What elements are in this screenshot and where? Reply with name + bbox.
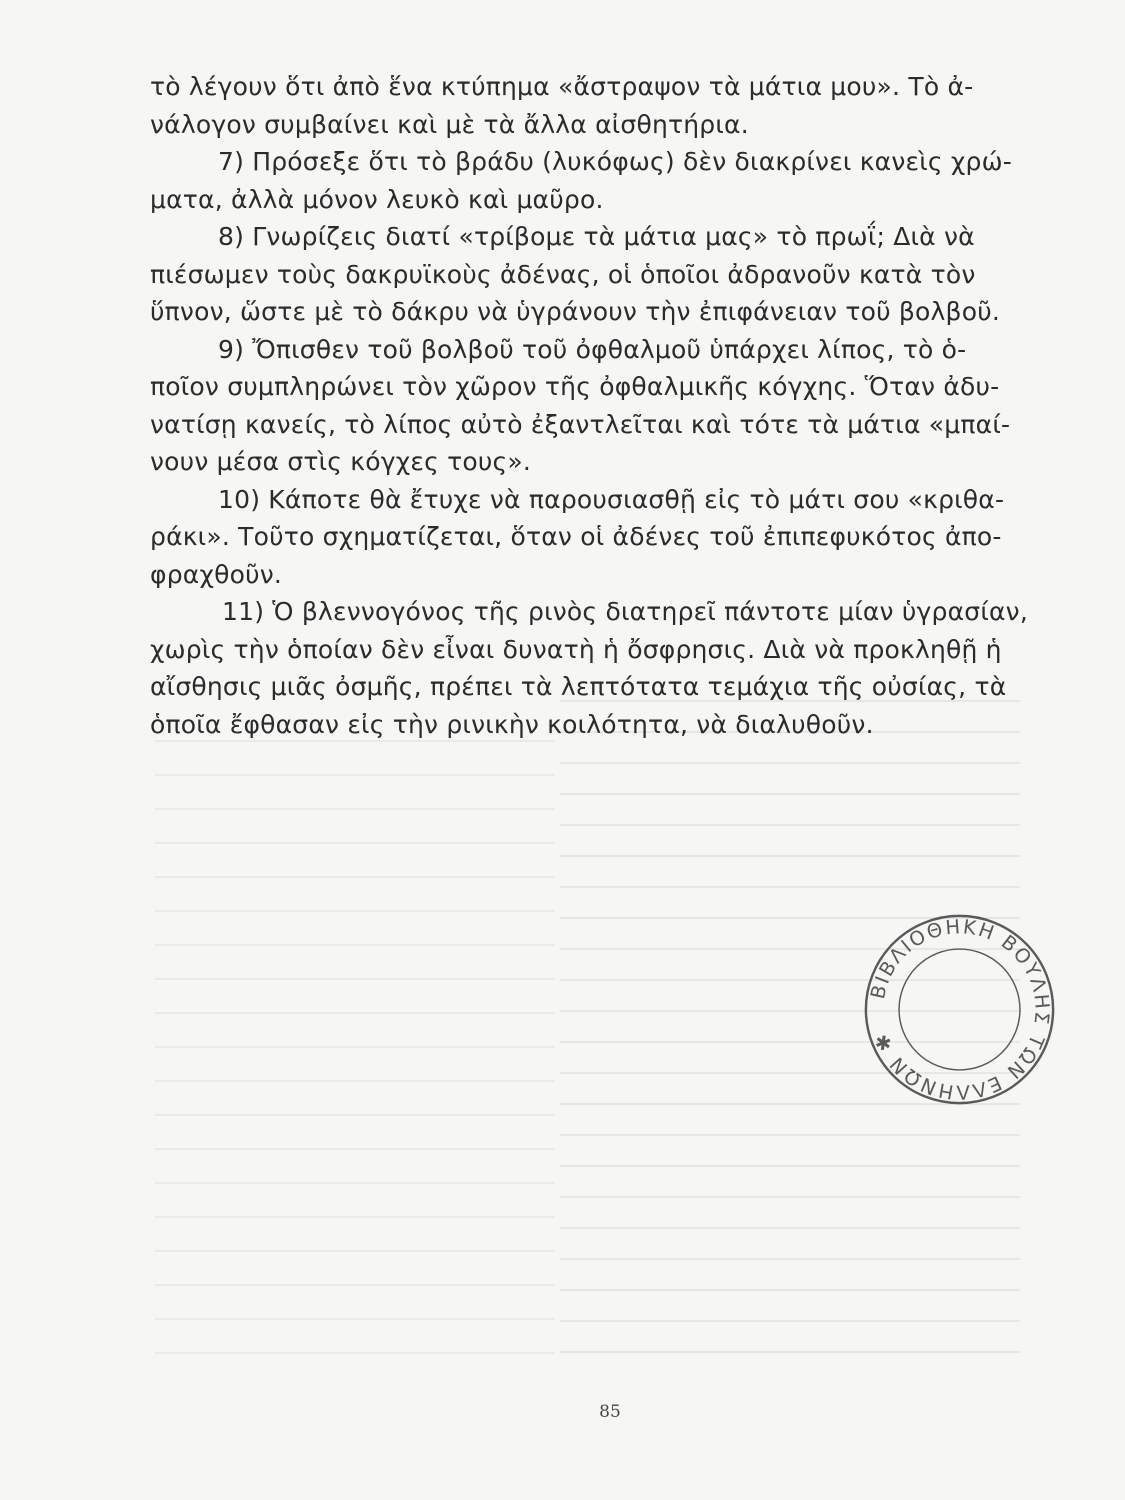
library-stamp (862, 912, 1057, 1107)
text-line: 8) Γνωρίζεις διατί «τρίβομε τὰ μάτια μας» τὸ πρωΐ; Διὰ νὰ (218, 222, 975, 251)
text-line: 7) Πρόσεξε ὅτι τὸ βράδυ (λυκόφως) δὲν διακρίνει κανεὶς χρώ- (218, 147, 1012, 176)
body-text (150, 68, 1028, 743)
text-line: νατίσῃ κανείς, τὸ λίπος αὐτὸ ἐξαντλεῖται καὶ τότε τὰ μάτια «μπαί- (150, 409, 1011, 439)
svg-text:ΒΙΒΛΙΟΘΗΚΗ ΒΟΥΛΗΣ ΤΩΝ ΕΛΛΗΝΩΝ (866, 915, 1054, 1104)
text-line: 10) Κάποτε θὰ ἔτυχε νὰ παρουσιασθῇ εἰς τὸ μάτι σου «κριθα- (218, 484, 1005, 514)
stamp-text: ΒΙΒΛΙΟΘΗΚΗ ΒΟΥΛΗΣ ΤΩΝ ΕΛΛΗΝΩΝ ✱ (866, 915, 1054, 1104)
text-line: 9) Ὄπισθεν τοῦ βολβοῦ τοῦ ὀφθαλμοῦ ὑπάρχει λίπος, τὸ ὁ- (218, 334, 967, 364)
text-line: ὕπνον, ὥστε μὲ τὸ δάκρυ νὰ ὑγράνουν τὴν ἐπιφάνειαν τοῦ βολβοῦ. (150, 297, 1001, 326)
text-line: ματα, ἀλλὰ μόνον λευκὸ καὶ μαῦρο. (150, 184, 604, 214)
text-line: ὁποῖα ἔφθασαν εἰς τὴν ρινικὴν κοιλότητα, νὰ διαλυθοῦν. (150, 709, 874, 739)
text-line: χωρὶς τὴν ὁποίαν δὲν εἶναι δυνατὴ ἡ ὄσφρησις. Διὰ νὰ προκληθῇ ἡ (150, 634, 1002, 664)
text-line: πιέσωμεν τοὺς δακρυϊκοὺς ἀδένας, οἱ ὁποῖοι ἀδρανοῦν κατὰ τὸν (150, 259, 976, 289)
text-line: τὸ λέγουν ὅτι ἀπὸ ἕνα κτύπημα «ἄστραψον τὰ μάτια μου». Τὸ ἀ- (150, 72, 974, 101)
text-line: νουν μέσα στὶς κόγχες τους». (150, 447, 532, 476)
text-line: 11) Ὁ βλεννογόνος τῆς ρινὸς διατηρεῖ πάντοτε μίαν ὑγρασίαν, (222, 597, 1028, 626)
text-line: αἴσθησις μιᾶς ὀσμῆς, πρέπει τὰ λεπτότατα τεμάχια τῆς οὐσίας, τὰ (150, 672, 1007, 701)
page-number: 85 (599, 1402, 621, 1422)
text-line: νάλογον συμβαίνει καὶ μὲ τὰ ἄλλα αἰσθητήρια. (150, 109, 749, 139)
bleed-through-shadow (155, 740, 555, 1380)
text-line: ράκι». Τοῦτο σχηματίζεται, ὅταν οἱ ἀδένες τοῦ ἐπιπεφυκότος ἀπο- (150, 522, 1002, 551)
library-stamp-seal (862, 912, 1057, 1107)
text-line: φραχθοῦν. (150, 559, 283, 589)
text-line: ποῖον συμπληρώνει τὸν χῶρον τῆς ὀφθαλμικῆς κόγχης. Ὅταν ἀδυ- (150, 372, 1000, 401)
